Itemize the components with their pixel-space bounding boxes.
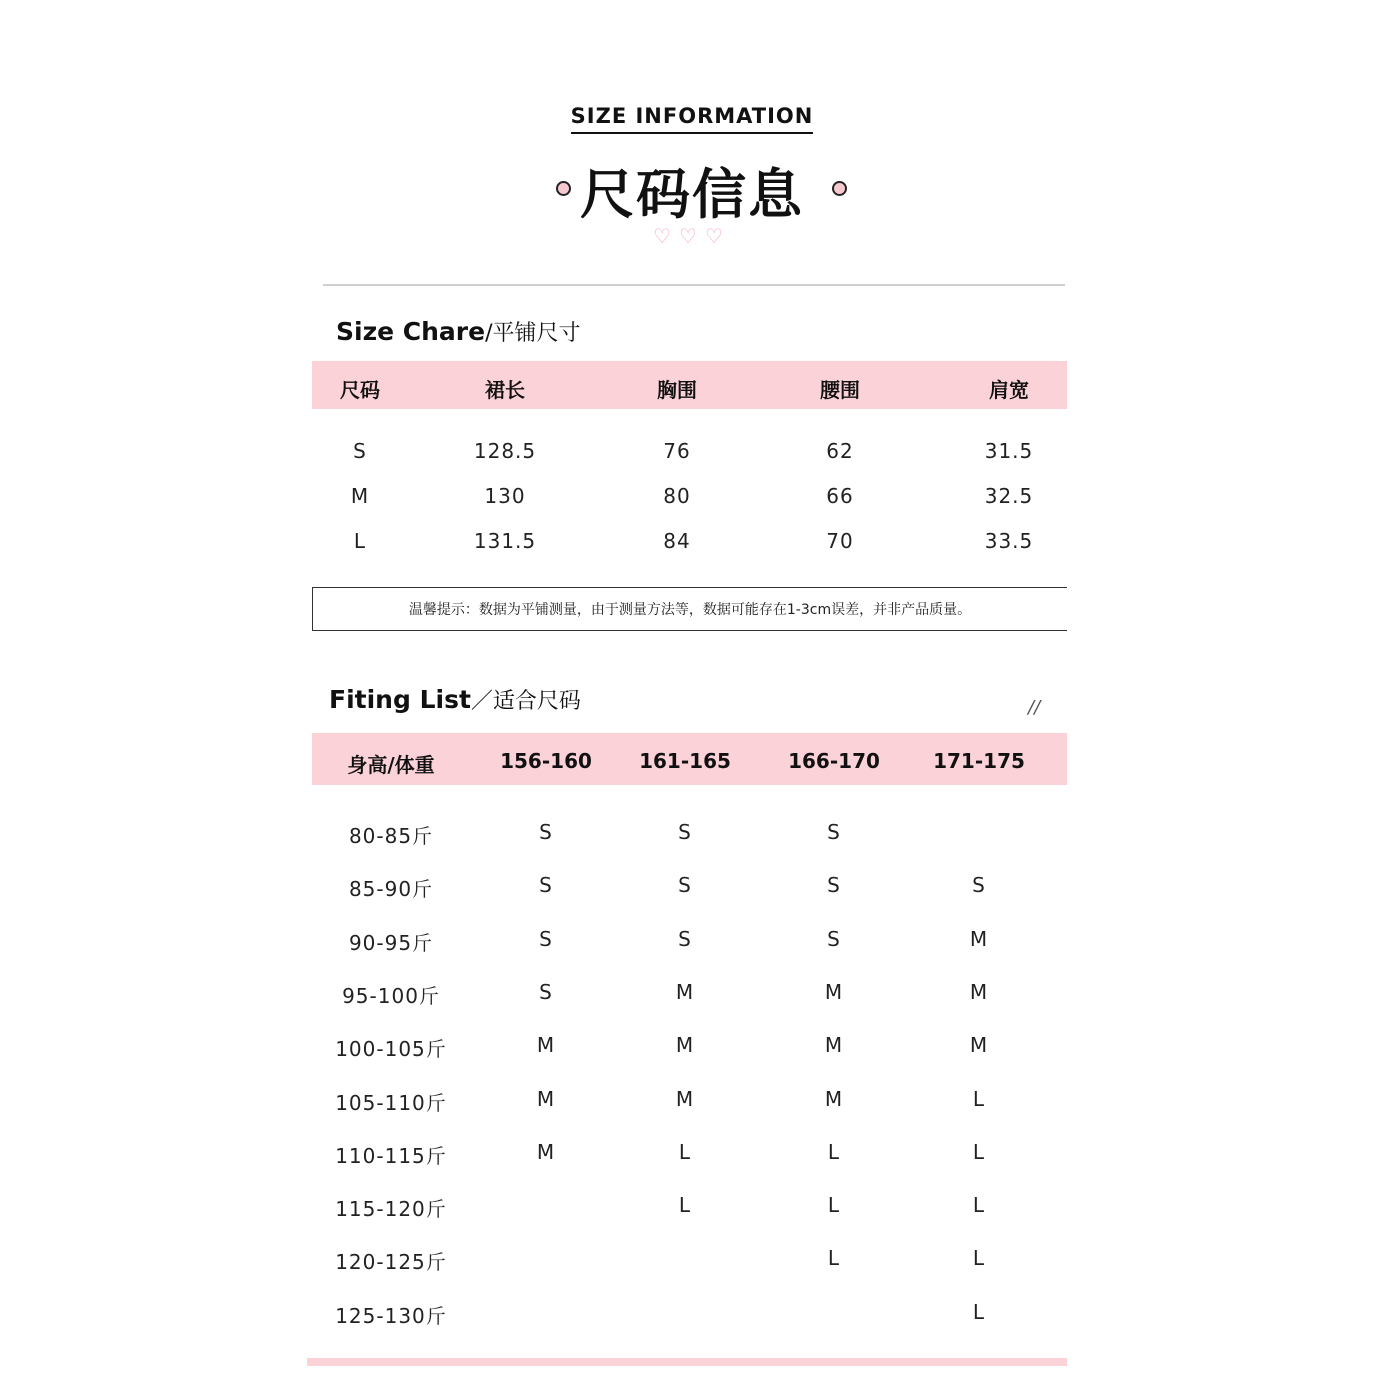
size-chart-header-cell: 胸围 <box>657 378 697 402</box>
fitting-list-cell: L <box>972 1139 986 1164</box>
fitting-list-cell: M <box>969 926 989 951</box>
fitting-list-header-cell: 171-175 <box>933 749 1025 773</box>
fitting-list-cell: L <box>972 1246 986 1271</box>
size-chart-cell: 84 <box>663 529 691 553</box>
fitting-list-cell: 115-120斤 <box>335 1197 447 1222</box>
bottom-bar <box>307 1358 1067 1366</box>
fitting-list-header-cell: 身高/体重 <box>347 753 435 777</box>
size-chart-cell: 131.5 <box>473 529 537 553</box>
fitting-list-cell: L <box>678 1193 692 1218</box>
size-chart-heading: Size Chare/平铺尺寸 <box>336 317 581 346</box>
size-chart-header-cell: 裙长 <box>485 378 525 402</box>
fitting-list-header-cell: 156-160 <box>500 749 592 773</box>
fitting-list-cell: S <box>827 926 841 951</box>
fitting-list-cell: S <box>539 873 553 898</box>
fitting-list-heading: Fiting List／适合尺码 <box>329 685 581 714</box>
fitting-list-cell: M <box>536 1139 556 1164</box>
fitting-list-cell: M <box>824 1033 844 1058</box>
fitting-list-cell: 80-85斤 <box>348 824 434 848</box>
fitting-list-cell: L <box>972 1193 986 1218</box>
fitting-list-cell: S <box>972 873 986 898</box>
divider <box>323 284 1065 286</box>
fitting-list-cell: S <box>678 820 692 844</box>
fitting-list-cell: M <box>824 1086 844 1111</box>
fitting-list-cell: 85-90斤 <box>348 877 434 902</box>
size-chart-cell: 128.5 <box>473 439 537 463</box>
measurement-note: 温馨提示：数据为平铺测量，由于测量方法等，数据可能存在1-3cm误差，并非产品质量。 <box>312 587 1067 631</box>
fitting-list-cell: 105-110斤 <box>335 1090 447 1115</box>
fitting-list-cell: M <box>824 979 844 1004</box>
fitting-list-cell: S <box>678 926 692 951</box>
fitting-list-header-cell: 161-165 <box>639 749 731 773</box>
size-chart-cell: L <box>353 529 367 553</box>
english-title: SIZE INFORMATION <box>0 104 1384 134</box>
size-chart-cell: M <box>350 484 370 508</box>
fitting-list-cell: L <box>827 1193 841 1218</box>
fitting-list-cell: L <box>678 1139 692 1164</box>
fitting-list-cell: M <box>536 1086 556 1111</box>
fitting-list-cell: 100-105斤 <box>335 1037 447 1062</box>
fitting-list-cell: S <box>539 820 553 844</box>
size-chart-cell: 66 <box>826 484 854 508</box>
fitting-list-cell: L <box>827 1246 841 1271</box>
fitting-list-cell: M <box>969 1033 989 1058</box>
fitting-list-cell: S <box>827 820 841 844</box>
size-chart-cell: 76 <box>663 439 691 463</box>
fitting-list-cell: 95-100斤 <box>342 983 440 1008</box>
fitting-list-cell: M <box>675 1086 695 1111</box>
size-chart-cell: 80 <box>663 484 691 508</box>
size-chart-header-cell: 肩宽 <box>989 378 1029 402</box>
fitting-list-cell: 90-95斤 <box>348 930 434 955</box>
size-chart-header-cell: 腰围 <box>820 378 860 402</box>
fitting-list-cell: M <box>675 1033 695 1058</box>
size-chart-cell: 31.5 <box>984 439 1034 463</box>
fitting-list-cell: 125-130斤 <box>335 1303 447 1328</box>
fitting-list-cell: S <box>539 979 553 1004</box>
size-chart-cell: 33.5 <box>984 529 1034 553</box>
fitting-list-cell: M <box>536 1033 556 1058</box>
fitting-list-cell: S <box>827 873 841 898</box>
fitting-list-cell: L <box>972 1086 986 1111</box>
size-chart-cell: 62 <box>826 439 854 463</box>
size-chart-cell: 70 <box>826 529 854 553</box>
hearts-icon: ♡♡♡ <box>653 224 731 248</box>
size-chart-header-cell: 尺码 <box>340 378 380 402</box>
fitting-list-cell: 110-115斤 <box>335 1143 447 1168</box>
fitting-list-cell: L <box>972 1299 986 1324</box>
fitting-list-cell: S <box>539 926 553 951</box>
fitting-list-header-cell: 166-170 <box>788 749 880 773</box>
fitting-list-cell: S <box>678 873 692 898</box>
fitting-list-cell: M <box>969 979 989 1004</box>
fitting-list-cell: M <box>675 979 695 1004</box>
slash-mark: // <box>1028 697 1041 718</box>
fitting-list-cell: 120-125斤 <box>335 1250 447 1275</box>
fitting-list-cell: L <box>827 1139 841 1164</box>
size-chart-cell: 130 <box>484 484 526 508</box>
title-dot-right-icon <box>832 181 847 196</box>
size-chart-cell: S <box>353 439 367 463</box>
chinese-title: 尺码信息 <box>580 163 804 226</box>
size-chart-cell: 32.5 <box>984 484 1034 508</box>
